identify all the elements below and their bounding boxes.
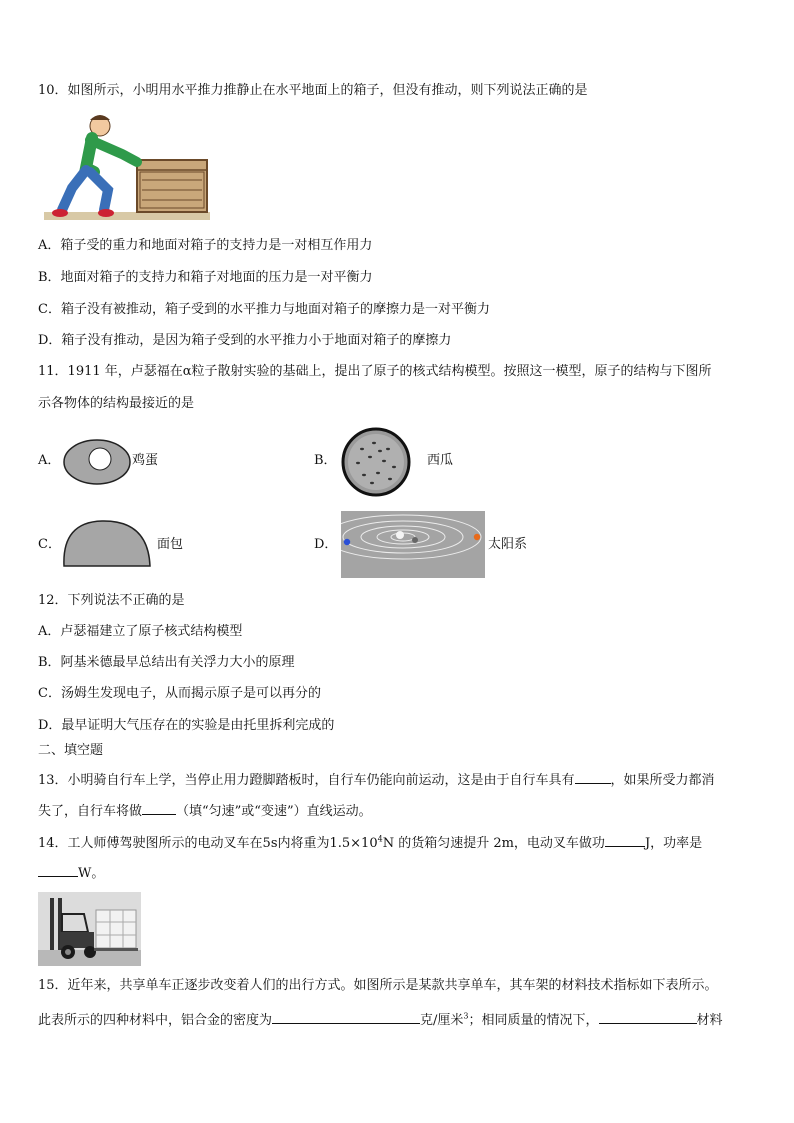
- q14-line1: [38, 833, 702, 852]
- q10-stem: 10．如图所示，小明用水平推力推静止在水平地面上的箱子，但没有推动，则下列说法正确的是: [38, 83, 588, 98]
- q10-option-d: D．箱子没有推动，是因为箱子受到的水平推力小于地面对箱子的摩擦力: [38, 333, 452, 348]
- q15-line1: 15．近年来，共享单车正逐步改变着人们的出行方式。如图所示是某款共享单车，其车架的材料技术指标如下表所示。: [38, 978, 718, 993]
- q15-exponent: 3: [463, 1011, 469, 1021]
- q11-option-d-label: 太阳系: [488, 537, 528, 552]
- q14-line2: [38, 863, 104, 882]
- watermelon-figure: [340, 427, 412, 497]
- q15-text-4: 材料: [696, 1013, 723, 1028]
- section-heading: 二、填空题: [38, 743, 104, 758]
- q15-text-2: 克/厘米: [420, 1013, 464, 1028]
- q14-text-4: W。: [78, 866, 105, 881]
- q13-text-3: 失了，自行车将做: [38, 804, 143, 819]
- q11-option-a-letter: A．: [38, 453, 61, 468]
- q10-option-c: C．箱子没有被推动，箱子受到的水平推力与地面对箱子的摩擦力是一对平衡力: [38, 302, 490, 317]
- solar-system-figure: [341, 511, 485, 578]
- q11-option-b-label: 西瓜: [427, 453, 454, 468]
- boy-pushing-box-figure: [42, 112, 212, 224]
- q11-option-c-letter: C．: [38, 537, 61, 552]
- q15-text-1: 此表所示的四种材料中，铝合金的密度为: [38, 1013, 273, 1028]
- q13-text-2: ，如果所受力都消: [610, 773, 715, 788]
- q12-stem: 12．下列说法不正确的是: [38, 593, 185, 608]
- q14-blank-1[interactable]: [605, 833, 645, 847]
- q12-option-a: A．卢瑟福建立了原子核式结构模型: [38, 624, 243, 639]
- q12-option-c: C．汤姆生发现电子，从而揭示原子是可以再分的: [38, 686, 321, 701]
- q10-option-b: B．地面对箱子的支持力和箱子对地面的压力是一对平衡力: [38, 270, 373, 285]
- q14-text-3: J，功率是: [644, 836, 703, 851]
- q13-blank-2[interactable]: [142, 801, 176, 815]
- egg-figure: [62, 438, 132, 486]
- q11-option-b-letter: B．: [314, 453, 337, 468]
- q14-exponent: 4: [377, 834, 383, 844]
- q15-line2: [38, 1010, 723, 1029]
- q13-blank-1[interactable]: [575, 770, 611, 784]
- q12-option-b: B．阿基米德最早总结出有关浮力大小的原理: [38, 655, 295, 670]
- q14-text-1: 14．工人师傅驾驶图所示的电动叉车在5s内将重为1.5×10: [38, 836, 378, 851]
- q11-option-d-letter: D．: [314, 537, 338, 552]
- q11-stem-line1: 11．1911 年，卢瑟福在α粒子散射实验的基础上，提出了原子的核式结构模型。按照这一模型，原子的结构与下图所: [38, 364, 712, 379]
- q13-text-4: （填“匀速”或“变速”）直线运动。: [176, 804, 372, 819]
- q15-text-3: ；相同质量的情况下，: [468, 1013, 599, 1028]
- q11-option-c-label: 面包: [157, 537, 184, 552]
- q12-option-d: D．最早证明大气压存在的实验是由托里拆利完成的: [38, 718, 335, 733]
- q14-blank-2[interactable]: [38, 863, 78, 877]
- bread-figure: [62, 518, 152, 570]
- q10-option-a: A．箱子受的重力和地面对箱子的支持力是一对相互作用力: [38, 238, 373, 253]
- q15-blank-2[interactable]: [599, 1010, 697, 1024]
- q11-stem-line2: 示各物体的结构最接近的是: [38, 396, 195, 411]
- q15-blank-1[interactable]: [272, 1010, 420, 1024]
- q13-text-1: 13．小明骑自行车上学，当停止用力蹬脚踏板时，自行车仍能向前运动，这是由于自行车具有: [38, 773, 575, 788]
- q13-line1: [38, 770, 715, 789]
- q14-text-2: N 的货箱匀速提升 2m，电动叉车做功: [382, 836, 605, 851]
- forklift-figure: [38, 892, 141, 966]
- q11-option-a-label: 鸡蛋: [132, 453, 159, 468]
- q13-line2: [38, 801, 372, 820]
